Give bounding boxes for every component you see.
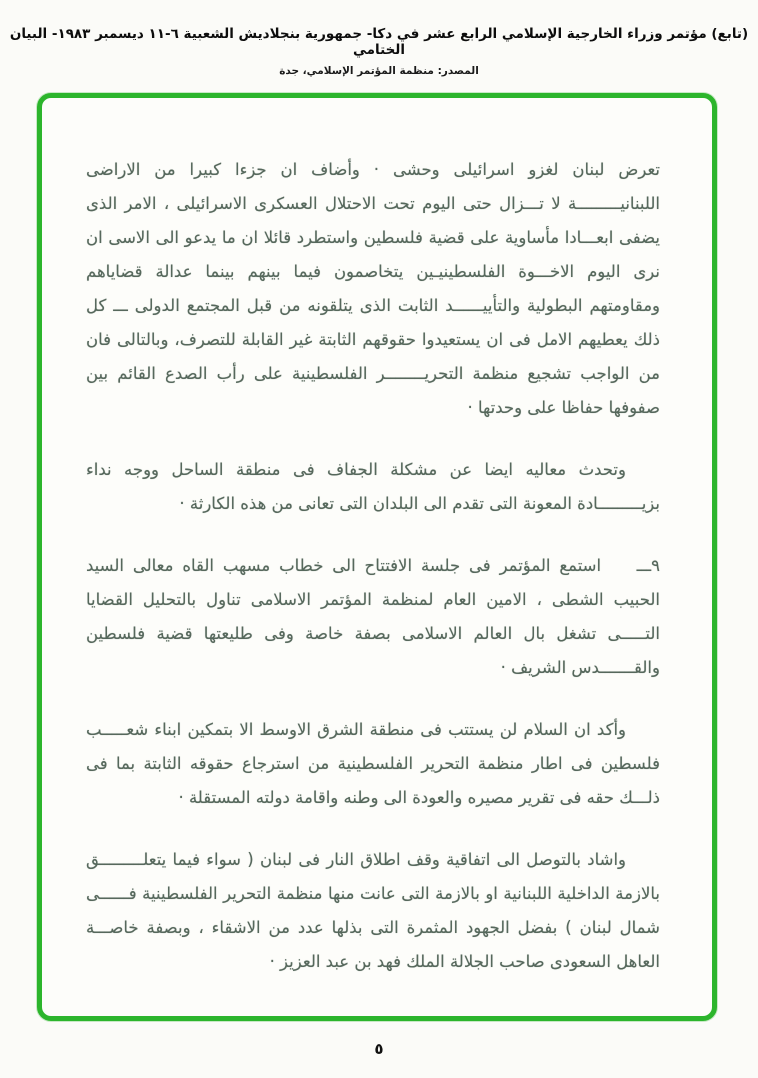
scan-content: [42, 98, 712, 979]
document-header: [0, 0, 758, 77]
scan-frame: [37, 93, 717, 1021]
page-number: ٥: [374, 1040, 384, 1058]
header-source: المصدر: منظمة المؤتمر الإسلامي، جدة: [279, 65, 479, 77]
paragraph-middle-east-peace: وأكد ان السلام لن يستتب فى منطقة الشرق الاوسط الا بتمكين ابناء شعـــــب فلسطين فى اطار منظمة التحرير الفلسطينية من استرجاع حقوقه الثابتة بما فى ذلـــك حقه فى تقرير مصيره والعودة الى وطنه واقامة دولته المستقلة ·: [86, 720, 660, 807]
paragraph-lebanon-invasion: تعرض لبنان لغزو اسرائيلى وحشى · وأضاف ان جزءا كبيرا من الاراضى اللبنانيـــــــــة لا تـــزال حتى اليوم تحت الاحتلال العسكرى الاسرائيلى ، الامر الذى يضفى ابعـــادا مأساوية على قضية فلسطين واستطرد قائلا ان ما يدعو الى الاسى ان نرى اليوم الاخـــوة الفلسطينيـين يتخاصمون فيما بينهم بينما عدالة قضاياهم ومقاومتهم البطولية والتأييــــــد الثابت الذى يتلقونه من قبل المجتمع الدولى ـــ كل ذلك يعطيهم الامل فى ان يستعيدوا حقوقهم الثابتة غير القابلة للتصرف، وبالتالى فان من الواجب تشجيع منظمة التحريــــــــر الفلسطينية على رأب الصدع القائم بين صفوفها حفاظا على وحدتها ·: [86, 160, 660, 417]
header-title: (تابع) مؤتمر وزراء الخارجية الإسلامي الرابع عشر في دكا- جمهورية بنجلاديش الشعبية ٦-١١ ديسمبر ١٩٨٣- البيان الختامي: [9, 26, 749, 58]
paragraph-ceasefire-lebanon: واشاد بالتوصل الى اتفاقية وقف اطلاق النار فى لبنان ( سواء فيما يتعلـــــــــق بالازمة الداخلية اللبنانية او بالازمة التى عانت منها منظمة التحرير الفلسطينية فــــــى شمال لبنان ) بفضل الجهود المثمرة التى بذلها عدد من الاشقاء ، وبصفة خاصـــة العاهل السعودى صاحب الجلالة الملك فهد بن عبد العزيز ·: [86, 850, 660, 971]
paragraph-sahel-drought: وتحدث معاليه ايضا عن مشكلة الجفاف فى منطقة الساحل ووجه نداء بزيـــــــــادة المعونة التى تقدم الى البلدان التى تعانى من هذه الكارثة ·: [86, 460, 660, 513]
paragraph-item-9-opening-speech: ٩ـــ استمع المؤتمر فى جلسة الافتتاح الى خطاب مسهب القاه معالى السيد الحبيب الشطى ، الامين العام لمنظمة المؤتمر الاسلامى تناول بالتحليل القضايا التـــــى تشغل بال العالم الاسلامى بصفة خاصة وفى طليعتها قضية فلسطين والقـــــــدس الشريف ·: [86, 556, 660, 677]
